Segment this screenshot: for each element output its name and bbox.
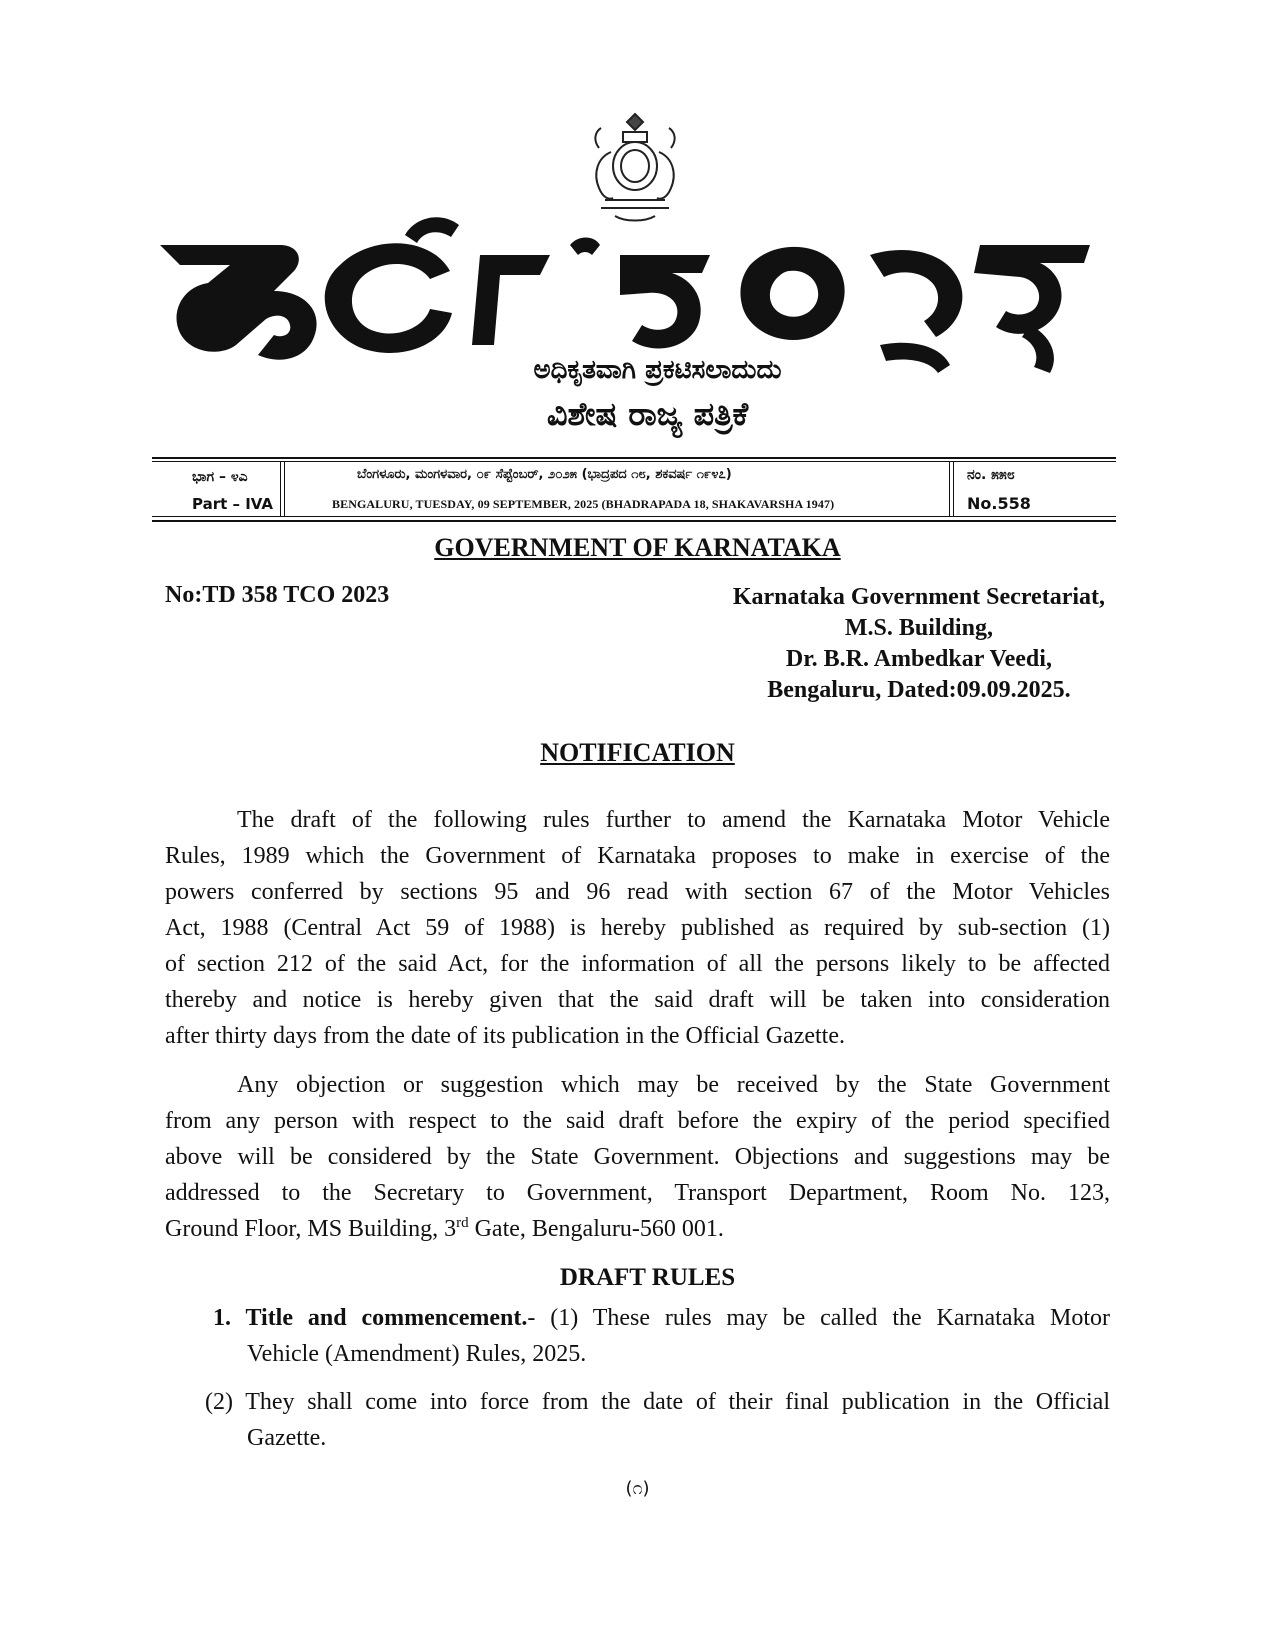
issue-number-english: No.558 — [967, 494, 1031, 513]
paragraph-line: powers conferred by sections 95 and 96 read with section 67 of the Motor Vehicles — [165, 879, 1110, 905]
government-heading: GOVERNMENT OF KARNATAKA — [434, 533, 841, 562]
notification-paragraph-1 — [165, 802, 1110, 1054]
address-line: M.S. Building, — [844, 615, 993, 641]
rule-line: Vehicle (Amendment) Rules, 2025. — [247, 1341, 587, 1367]
band-bottom-rule-thin — [152, 516, 1116, 517]
issue-date-english: BENGALURU, TUESDAY, 09 SEPTEMBER, 2025 (BHADRAPADA 18, SHAKAVARSHA 1947) — [332, 497, 835, 511]
address-line: Dr. B.R. Ambedkar Veedi, — [785, 646, 1052, 672]
draft-rules-heading: DRAFT RULES — [559, 1264, 736, 1291]
svg-text:masthead: masthead — [605, 347, 655, 358]
paragraph-line: The draft of the following rules further to amend the Karnataka Motor Vehicle — [237, 807, 1110, 833]
masthead-subtitle-extraordinary: ವಿಶೇಷ ರಾಜ್ಯ ಪತ್ರಿಕೆ — [546, 395, 749, 433]
band-divider — [280, 461, 281, 517]
band-bottom-rule — [152, 520, 1116, 522]
issuing-office-address — [733, 582, 1105, 706]
issue-date-kannada: ಬೆಂಗಳೂರು, ಮಂಗಳವಾರ, ೦೯ ಸೆಪ್ಟೆಂಬರ್, ೨೦೨೫ (ಭಾದ್ರಪದ ೧೮, ಶಕವರ್ಷ ೧೯೪೭) — [357, 467, 732, 482]
band-top-rule-thin — [152, 461, 1116, 462]
paragraph-line: thereby and notice is hereby given that the said draft will be taken into consideration — [165, 987, 1110, 1013]
address-text: Ground Floor, MS Building, 3 — [165, 1216, 457, 1242]
part-label-kannada: ಭಾಗ – ೪ಎ — [192, 469, 248, 485]
reference-number: No:TD 358 TCO 2023 — [165, 582, 390, 608]
paragraph-line: addressed to the Secretary to Government, Transport Department, Room No. 123, — [165, 1180, 1110, 1206]
masthead-title — [150, 215, 1110, 355]
address-line: Bengaluru, Dated:09.09.2025. — [767, 677, 1071, 703]
page-number: (೧) — [625, 1478, 650, 1499]
paragraph-line: after thirty days from the date of its publication in the Official Gazette. — [165, 1023, 845, 1049]
band-divider — [953, 461, 954, 517]
address-text: Gate, Bengaluru-560 001. — [468, 1216, 724, 1242]
masthead-subtitle-official: ಅಧಿಕೃತವಾಗಿ ಪ್ರಕಟಿಸಲಾದುದು — [533, 355, 782, 385]
issue-number-kannada: ನಂ. ೫೫೮ — [967, 467, 1015, 483]
rule-line: Gazette. — [247, 1425, 327, 1451]
rule-heading: 1. Title and commencement. — [213, 1305, 528, 1331]
rule-line: (2) They shall come into force from the date of their final publication in the Official — [205, 1389, 1110, 1415]
rule-text: - (1) These rules may be called the Karnataka Motor — [527, 1305, 1110, 1331]
notification-paragraph-2 — [165, 1067, 1110, 1247]
rule-1 — [213, 1300, 1110, 1372]
paragraph-line: Rules, 1989 which the Government of Karnataka proposes to make in exercise of the — [165, 843, 1110, 869]
band-top-rule — [152, 457, 1116, 459]
paragraph-line — [165, 1211, 1110, 1247]
band-divider — [949, 461, 950, 517]
paragraph-line: Any objection or suggestion which may be received by the State Government — [237, 1072, 1110, 1098]
band-divider — [284, 461, 285, 517]
rule-line — [213, 1300, 1110, 1336]
paragraph-line: of section 212 of the said Act, for the information of all the persons likely to be affected — [165, 951, 1110, 977]
paragraph-line: from any person with respect to the said draft before the expiry of the period specified — [165, 1108, 1110, 1134]
address-line: Karnataka Government Secretariat, — [732, 584, 1105, 610]
part-label-english: Part – IVA — [192, 495, 274, 513]
notification-heading: NOTIFICATION — [540, 738, 735, 767]
paragraph-line: above will be considered by the State Government. Objections and suggestions may be — [165, 1144, 1110, 1170]
ordinal-suffix: rd — [456, 1215, 469, 1231]
issue-header-band — [152, 457, 1116, 520]
rule-1-subrule-2 — [205, 1384, 1110, 1456]
paragraph-line: Act, 1988 (Central Act 59 of 1988) is hereby published as required by sub-section (1) — [165, 915, 1110, 941]
